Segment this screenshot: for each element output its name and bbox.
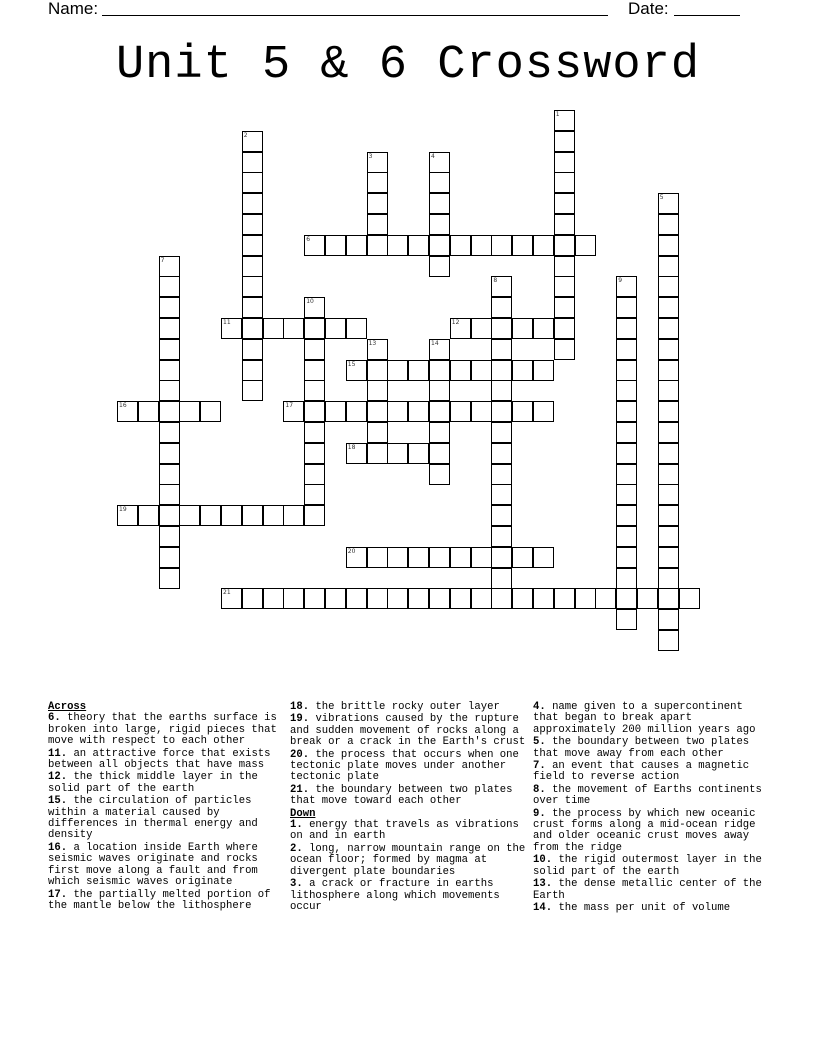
grid-cell[interactable] <box>533 360 554 381</box>
grid-cell[interactable] <box>159 464 180 485</box>
clue-across-15: 15. the circulation of particles within a material caused by differences in thermal energy and density <box>48 795 258 842</box>
grid-cell[interactable] <box>325 318 346 339</box>
grid-cell[interactable] <box>408 443 429 464</box>
grid-cell[interactable] <box>429 193 450 214</box>
grid-cell[interactable] <box>304 360 325 381</box>
clue-number: 15 <box>347 360 356 368</box>
clue-column-3 <box>533 702 769 915</box>
grid-cell[interactable] <box>408 235 429 256</box>
grid-cell[interactable] <box>263 505 284 526</box>
grid-cell[interactable] <box>325 401 346 422</box>
grid-cell[interactable] <box>616 380 637 401</box>
grid-cell[interactable] <box>408 401 429 422</box>
grid-cell[interactable] <box>242 505 263 526</box>
grid-cell[interactable] <box>304 484 325 505</box>
clue-down-3: 3. a crack or fracture in earths lithosphere along which movements occur <box>290 878 500 913</box>
grid-cell[interactable] <box>554 297 575 318</box>
grid-cell[interactable] <box>658 588 679 609</box>
grid-cell[interactable] <box>242 235 263 256</box>
grid-cell[interactable] <box>159 339 180 360</box>
grid-cell[interactable] <box>408 547 429 568</box>
clue-number: 6 <box>306 235 311 243</box>
grid-cell[interactable] <box>512 318 533 339</box>
clue-across-19: 19. vibrations caused by the rupture and sudden movement of rocks along a break or a crack in the Earth's crust <box>290 713 526 749</box>
clue-number: 16 <box>119 402 127 410</box>
grid-cell[interactable] <box>117 505 138 526</box>
grid-cell[interactable] <box>554 588 575 609</box>
grid-cell[interactable] <box>616 360 637 381</box>
grid-cell[interactable] <box>533 547 554 568</box>
clue-number: 18 <box>347 443 356 451</box>
clue-number: 2 <box>243 131 248 139</box>
grid-cell[interactable] <box>450 401 471 422</box>
grid-cell[interactable] <box>658 235 679 256</box>
grid-cell[interactable] <box>200 401 221 422</box>
grid-cell[interactable] <box>616 401 637 422</box>
grid-cell[interactable] <box>491 318 512 339</box>
grid-cell[interactable] <box>242 588 263 609</box>
grid-cell[interactable] <box>387 235 408 256</box>
clue-across-12: 12. the thick middle layer in the solid part of the earth <box>48 771 258 795</box>
grid-cell[interactable] <box>283 318 304 339</box>
grid-cell[interactable] <box>138 401 159 422</box>
grid-cell[interactable] <box>387 401 408 422</box>
grid-cell[interactable] <box>658 422 679 443</box>
grid-cell[interactable] <box>429 256 450 277</box>
grid-cell[interactable] <box>304 505 325 526</box>
grid-cell[interactable] <box>242 360 263 381</box>
clue-down-10: 10. the rigid outermost layer in the solid part of the earth <box>533 854 762 878</box>
grid-cell[interactable] <box>242 172 263 193</box>
clue-down-2: 2. long, narrow mountain range on the ocean floor; formed by magma at divergent plate boundaries <box>290 842 526 878</box>
grid-cell[interactable] <box>491 443 512 464</box>
clue-number: 1 <box>555 111 560 118</box>
grid-cell[interactable] <box>429 464 450 485</box>
grid-cell[interactable] <box>658 526 679 547</box>
grid-cell[interactable] <box>491 339 512 360</box>
grid-cell[interactable] <box>658 214 679 235</box>
grid-cell[interactable] <box>471 547 492 568</box>
clue-number: 17 <box>285 402 294 410</box>
grid-cell[interactable] <box>159 422 180 443</box>
grid-cell[interactable] <box>304 380 325 401</box>
clue-number: 20 <box>347 547 356 555</box>
grid-cell[interactable] <box>367 547 388 568</box>
clue-down-13: 13. the dense metallic center of the Earth <box>533 878 762 902</box>
clue-across-16: 16. a location inside Earth where seismic waves originate and rocks first move along a fault and from which seismic waves originate <box>48 841 258 889</box>
across-heading: Across <box>48 701 87 713</box>
grid-cell[interactable] <box>429 235 450 256</box>
grid-cell[interactable] <box>491 235 512 256</box>
grid-cell[interactable] <box>242 131 263 152</box>
grid-cell[interactable] <box>263 318 284 339</box>
grid-cell[interactable] <box>554 276 575 297</box>
grid-cell[interactable] <box>304 235 325 256</box>
grid-cell[interactable] <box>242 276 263 297</box>
grid-cell[interactable] <box>491 484 512 505</box>
grid-cell[interactable] <box>346 318 367 339</box>
clue-number: 11 <box>223 319 231 326</box>
clue-column-1 <box>48 702 284 913</box>
grid-cell[interactable] <box>304 588 325 609</box>
grid-cell[interactable] <box>367 443 388 464</box>
grid-cell[interactable] <box>616 276 637 297</box>
grid-cell[interactable] <box>554 172 575 193</box>
clue-down-7: 7. an event that causes a magnetic field to reverse action <box>533 760 750 784</box>
grid-cell[interactable] <box>429 214 450 235</box>
grid-cell[interactable] <box>616 547 637 568</box>
grid-cell[interactable] <box>242 318 263 339</box>
grid-cell[interactable] <box>429 172 450 193</box>
grid-cell[interactable] <box>554 110 575 131</box>
grid-cell[interactable] <box>554 256 575 277</box>
grid-cell[interactable] <box>658 256 679 277</box>
grid-cell[interactable] <box>616 318 637 339</box>
grid-cell[interactable] <box>658 318 679 339</box>
grid-cell[interactable] <box>263 588 284 609</box>
grid-cell[interactable] <box>283 588 304 609</box>
grid-cell[interactable] <box>429 422 450 443</box>
grid-cell[interactable] <box>346 443 367 464</box>
grid-cell[interactable] <box>159 443 180 464</box>
grid-cell[interactable] <box>200 505 221 526</box>
grid-cell[interactable] <box>387 547 408 568</box>
grid-cell[interactable] <box>658 443 679 464</box>
grid-cell[interactable] <box>512 401 533 422</box>
grid-cell[interactable] <box>491 505 512 526</box>
grid-cell[interactable] <box>658 297 679 318</box>
grid-cell[interactable] <box>533 401 554 422</box>
grid-cell[interactable] <box>575 235 596 256</box>
grid-cell[interactable] <box>658 609 679 630</box>
grid-cell[interactable] <box>637 588 658 609</box>
grid-cell[interactable] <box>346 360 367 381</box>
grid-cell[interactable] <box>221 318 242 339</box>
grid-cell[interactable] <box>159 297 180 318</box>
grid-cell[interactable] <box>575 588 596 609</box>
grid-cell[interactable] <box>159 380 180 401</box>
grid-cell[interactable] <box>387 360 408 381</box>
grid-cell[interactable] <box>242 297 263 318</box>
grid-cell[interactable] <box>367 193 388 214</box>
grid-cell[interactable] <box>616 505 637 526</box>
grid-cell[interactable] <box>242 339 263 360</box>
grid-cell[interactable] <box>325 235 346 256</box>
grid-cell[interactable] <box>616 568 637 589</box>
grid-cell[interactable] <box>429 588 450 609</box>
grid-cell[interactable] <box>429 360 450 381</box>
grid-cell[interactable] <box>179 401 200 422</box>
grid-cell[interactable] <box>450 547 471 568</box>
grid-cell[interactable] <box>616 588 637 609</box>
grid-cell[interactable] <box>471 588 492 609</box>
grid-cell[interactable] <box>491 360 512 381</box>
grid-cell[interactable] <box>554 193 575 214</box>
grid-cell[interactable] <box>367 235 388 256</box>
grid-cell[interactable] <box>658 547 679 568</box>
grid-cell[interactable] <box>512 235 533 256</box>
clue-number: 14 <box>431 339 439 347</box>
grid-cell[interactable] <box>616 484 637 505</box>
grid-cell[interactable] <box>554 318 575 339</box>
grid-cell[interactable] <box>304 464 325 485</box>
grid-cell[interactable] <box>554 235 575 256</box>
grid-cell[interactable] <box>159 256 180 277</box>
grid-cell[interactable] <box>512 588 533 609</box>
grid-cell[interactable] <box>304 401 325 422</box>
grid-cell[interactable] <box>159 360 180 381</box>
grid-cell[interactable] <box>679 588 700 609</box>
grid-cell[interactable] <box>367 172 388 193</box>
grid-cell[interactable] <box>658 401 679 422</box>
grid-cell[interactable] <box>304 443 325 464</box>
grid-cell[interactable] <box>367 380 388 401</box>
grid-cell[interactable] <box>242 380 263 401</box>
grid-cell[interactable] <box>533 235 554 256</box>
grid-cell[interactable] <box>304 318 325 339</box>
grid-cell[interactable] <box>367 152 388 173</box>
grid-cell[interactable] <box>533 318 554 339</box>
clue-down-5: 5. the boundary between two plates that move away from each other <box>533 736 750 760</box>
grid-cell[interactable] <box>658 484 679 505</box>
grid-cell[interactable] <box>450 235 471 256</box>
clue-number: 13 <box>368 339 377 347</box>
grid-cell[interactable] <box>242 214 263 235</box>
grid-cell[interactable] <box>346 588 367 609</box>
grid-cell[interactable] <box>616 443 637 464</box>
grid-cell[interactable] <box>429 380 450 401</box>
grid-cell[interactable] <box>159 276 180 297</box>
grid-cell[interactable] <box>616 339 637 360</box>
grid-cell[interactable] <box>554 131 575 152</box>
grid-cell[interactable] <box>491 422 512 443</box>
grid-cell[interactable] <box>408 360 429 381</box>
grid-cell[interactable] <box>429 152 450 173</box>
grid-cell[interactable] <box>283 505 304 526</box>
grid-cell[interactable] <box>471 401 492 422</box>
grid-cell[interactable] <box>346 547 367 568</box>
grid-cell[interactable] <box>159 318 180 339</box>
grid-cell[interactable] <box>367 422 388 443</box>
clue-down-9: 9. the process by which new oceanic crust forms along a mid-ocean ridge and older oceanic crust moves away from the ridge <box>533 807 756 854</box>
grid-cell[interactable] <box>491 276 512 297</box>
grid-cell[interactable] <box>221 588 242 609</box>
clue-number: 10 <box>306 298 314 306</box>
grid-cell[interactable] <box>471 318 492 339</box>
grid-cell[interactable] <box>616 526 637 547</box>
grid-cell[interactable] <box>367 401 388 422</box>
grid-cell[interactable] <box>658 360 679 381</box>
grid-cell[interactable] <box>138 505 159 526</box>
clue-number: 21 <box>223 589 231 597</box>
clue-down-14: 14. the mass per unit of volume <box>533 901 731 914</box>
grid-cell[interactable] <box>554 214 575 235</box>
grid-cell[interactable] <box>387 588 408 609</box>
grid-cell[interactable] <box>616 297 637 318</box>
grid-cell[interactable] <box>512 547 533 568</box>
grid-cell[interactable] <box>450 318 471 339</box>
grid-cell[interactable] <box>491 464 512 485</box>
grid-cell[interactable] <box>346 401 367 422</box>
grid-cell[interactable] <box>325 588 346 609</box>
clue-across-17: 17. the partially melted portion of the mantle below the lithosphere <box>48 888 271 912</box>
grid-cell[interactable] <box>491 297 512 318</box>
grid-cell[interactable] <box>491 380 512 401</box>
grid-cell[interactable] <box>387 443 408 464</box>
grid-cell[interactable] <box>242 152 263 173</box>
clue-number: 9 <box>618 277 623 285</box>
clue-column-2 <box>290 702 526 914</box>
grid-cell[interactable] <box>304 422 325 443</box>
grid-cell[interactable] <box>471 360 492 381</box>
grid-cell[interactable] <box>429 339 450 360</box>
grid-cell[interactable] <box>450 588 471 609</box>
grid-cell[interactable] <box>512 360 533 381</box>
grid-cell[interactable] <box>658 464 679 485</box>
grid-cell[interactable] <box>159 505 180 526</box>
grid-cell[interactable] <box>471 235 492 256</box>
grid-cell[interactable] <box>491 526 512 547</box>
grid-cell[interactable] <box>491 547 512 568</box>
grid-cell[interactable] <box>554 152 575 173</box>
date-label: Date: <box>628 0 669 18</box>
clue-number: 8 <box>493 277 498 285</box>
clue-number: 19 <box>119 506 127 514</box>
grid-cell[interactable] <box>429 401 450 422</box>
grid-cell[interactable] <box>658 505 679 526</box>
grid-cell[interactable] <box>159 526 180 547</box>
grid-cell[interactable] <box>595 588 616 609</box>
grid-cell[interactable] <box>367 360 388 381</box>
grid-cell[interactable] <box>159 484 180 505</box>
clue-across-11: 11. an attractive force that exists between all objects that have mass <box>48 747 271 772</box>
grid-cell[interactable] <box>658 630 679 651</box>
grid-cell[interactable] <box>283 401 304 422</box>
grid-cell[interactable] <box>221 505 242 526</box>
grid-cell[interactable] <box>658 276 679 297</box>
grid-cell[interactable] <box>533 588 554 609</box>
down-heading: Down <box>290 807 316 820</box>
grid-cell[interactable] <box>450 360 471 381</box>
grid-cell[interactable] <box>491 401 512 422</box>
grid-cell[interactable] <box>658 339 679 360</box>
grid-cell[interactable] <box>159 401 180 422</box>
grid-cell[interactable] <box>658 380 679 401</box>
clue-across-6: 6. theory that the earths surface is broken into large, rigid pieces that move with respect to each other <box>48 712 277 748</box>
clue-number: 7 <box>160 256 165 264</box>
grid-cell[interactable] <box>367 214 388 235</box>
grid-cell[interactable] <box>658 193 679 214</box>
clue-across-18: 18. the brittle rocky outer layer <box>290 701 500 713</box>
grid-cell[interactable] <box>159 547 180 568</box>
grid-cell[interactable] <box>658 568 679 589</box>
grid-cell[interactable] <box>304 339 325 360</box>
grid-cell[interactable] <box>616 464 637 485</box>
clue-number: 3 <box>368 152 373 160</box>
clue-number: 4 <box>431 152 435 160</box>
grid-cell[interactable] <box>159 568 180 589</box>
grid-cell[interactable] <box>242 193 263 214</box>
clue-across-21: 21. the boundary between two plates that move toward each other <box>290 783 513 808</box>
clue-number: 5 <box>659 194 664 202</box>
clue-across-20: 20. the process that occurs when one tectonic plate moves under another tectonic plate <box>290 748 519 784</box>
grid-cell[interactable] <box>491 588 512 609</box>
grid-cell[interactable] <box>408 588 429 609</box>
grid-cell[interactable] <box>554 339 575 360</box>
grid-cell[interactable] <box>616 422 637 443</box>
grid-cell[interactable] <box>367 339 388 360</box>
clue-down-1: 1. energy that travels as vibrations on and in earth <box>290 819 519 843</box>
clue-down-8: 8. the movement of Earths continents over time <box>533 783 762 808</box>
name-label: Name: <box>48 0 99 18</box>
clue-number: 12 <box>451 319 460 326</box>
grid-cell[interactable] <box>179 505 200 526</box>
clue-down-4: 4. name given to a supercontinent that began to break apart approximately 200 million years ago <box>533 701 756 736</box>
grid-cell[interactable] <box>429 443 450 464</box>
grid-cell[interactable] <box>242 256 263 277</box>
grid-cell[interactable] <box>117 401 138 422</box>
grid-cell[interactable] <box>304 297 325 318</box>
page-title: Unit 5 & 6 Crossword <box>115 39 701 92</box>
grid-cell[interactable] <box>367 588 388 609</box>
grid-cell[interactable] <box>491 568 512 589</box>
grid-cell[interactable] <box>429 547 450 568</box>
grid-cell[interactable] <box>346 235 367 256</box>
grid-cell[interactable] <box>616 609 637 630</box>
